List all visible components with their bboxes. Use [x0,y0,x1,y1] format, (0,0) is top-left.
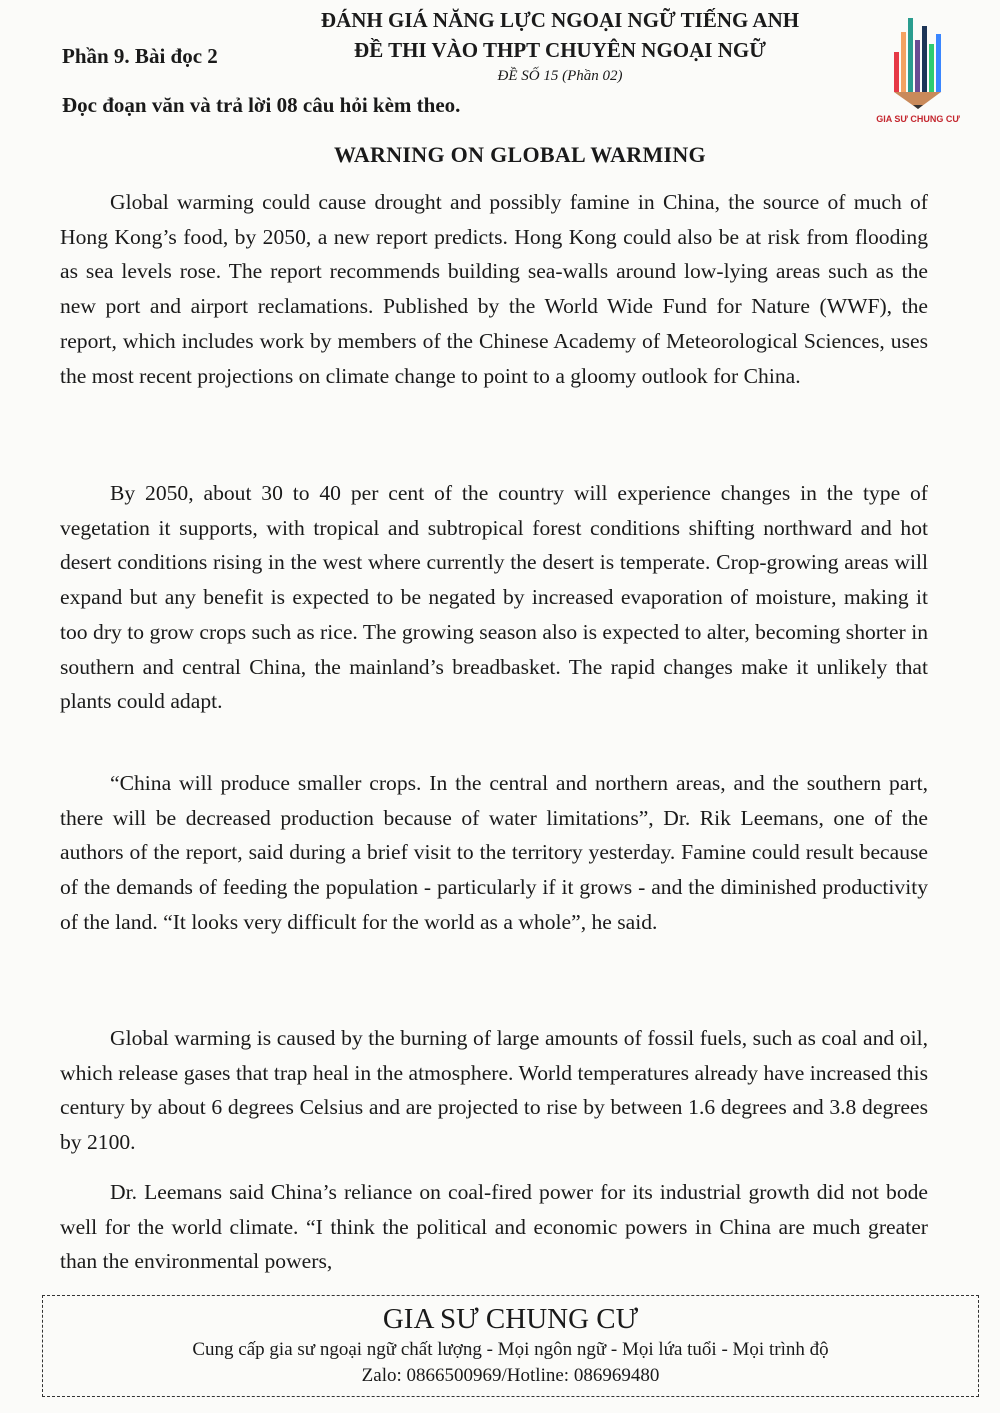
instruction-text: Đọc đoạn văn và trả lời 08 câu hỏi kèm theo. [62,93,461,117]
logo-bar [901,32,906,92]
paragraph: By 2050, about 30 to 40 per cent of the country will experience changes in the type of vegetation it supports, with tropical and subtropical forest conditions shifting northward and hot desert conditions rising in the west where currently the desert is temperate. Crop-growing areas will expand but any benefit is expected to be negated by increased evaporation of moisture, making it too dry to grow crops such as rice. The growing season also is expected to alter, becoming shorter in southern and central China, the mainland’s breadbasket. The rapid changes make it unlikely that plants could adapt. [60,481,928,714]
footer-description: Cung cấp gia sư ngoại ngữ chất lượng - Mọi ngôn ngữ - Mọi lứa tuổi - Mọi trình độ [192,1339,829,1360]
logo-bar [894,52,899,92]
section-label: Phần 9. Bài đọc 2 [62,44,218,68]
logo-bar [929,44,934,92]
paragraph: Global warming is caused by the burning of large amounts of fossil fuels, such as coal and oil, which release gases that trap heal in the atmosphere. World temperatures already have increased this century by about 6 degrees Celsius and are projected to rise by between 1.6 degrees and 3.8 degrees by 2100. [60,1026,928,1155]
exam-number: ĐỀ SỐ 15 (Phần 02) [497,68,623,84]
header-title-line1: ĐÁNH GIÁ NĂNG LỰC NGOẠI NGỮ TIẾNG ANH [320,8,800,32]
logo-bar [915,40,920,92]
footer-contact: Zalo: 0866500969/Hotline: 086969480 [361,1365,660,1386]
footer-brand-name: GIA SƯ CHUNG CƯ [382,1303,639,1335]
paragraph: Dr. Leemans said China’s reliance on coal-fired power for its industrial growth did not bode well for the world climate. “I think the political and economic powers in China are much greater than the environmental powers, [60,1180,928,1274]
logo-bar [936,34,941,92]
footer-box [42,1295,979,1397]
paragraph: “China will produce smaller crops. In the central and northern areas, and the southern part, there will be decreased production because of water limitations”, Dr. Rik Leemans, one of the authors of the report, said during a brief visit to the territory yesterday. Famine could result because of the demands of feeding the population - particularly if it grows - and the diminished productivity of the land. “It looks very difficult for the world as a whole”, he said. [60,771,928,934]
logo-bar [922,26,927,92]
logo-bar [908,18,913,92]
logo-pencil-lead [913,105,923,109]
article-title: WARNING ON GLOBAL WARMING [334,142,706,167]
logo-text: GIA SƯ CHUNG CƯ [876,114,960,124]
paragraph: Global warming could cause drought and possibly famine in China, the source of much of Hong Kong’s food, by 2050, a new report predicts. Hong Kong could also be at risk from flooding as sea levels rose. The report recommends building sea-walls around low-lying areas such as the new port and airport reclamations. Published by the World Wide Fund for Nature (WWF), the report, which includes work by members of the Chinese Academy of Meteorological Sciences, uses the most recent projections on climate change to point to a gloomy outlook for China. [60,190,928,388]
header-title-line2: ĐỀ THI VÀO THPT CHUYÊN NGOẠI NGỮ [354,38,766,62]
pencil-bars-logo-icon [878,12,958,112]
